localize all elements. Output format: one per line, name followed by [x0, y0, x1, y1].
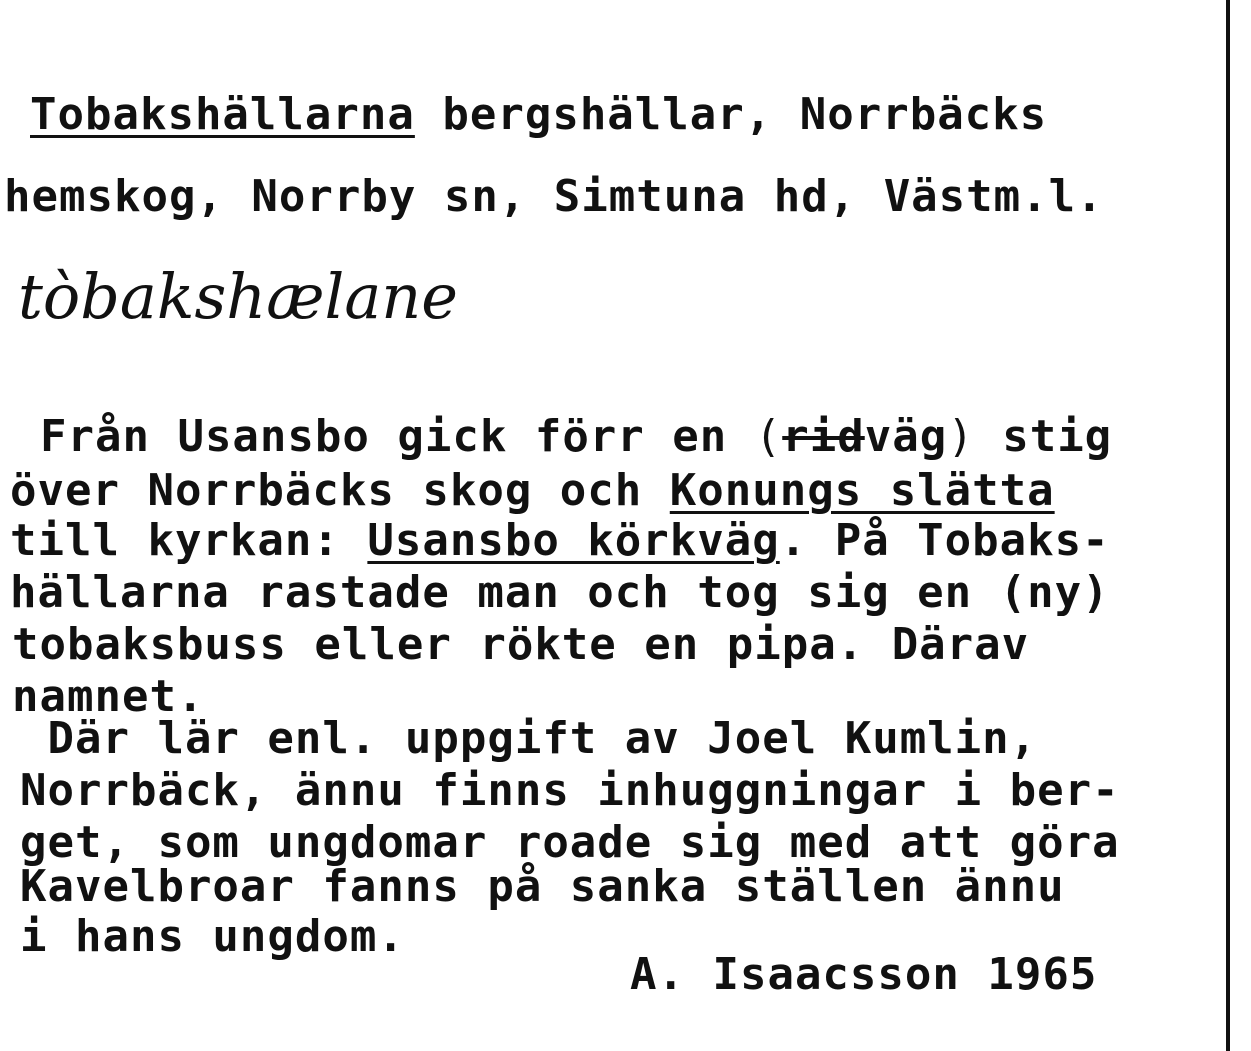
body-line-1-word: väg [864, 411, 948, 462]
body-line-6: namnet. [12, 671, 205, 722]
handwritten-pronunciation: tòbakshælane [18, 260, 458, 333]
header-line-1-rest: bergshällar, Norrbäcks [414, 89, 1048, 140]
paren-close: ) [947, 411, 975, 462]
body-line-3 [10, 516, 1110, 566]
body-line-8: Norrbäck, ännu finns inhuggningar i ber- [20, 765, 1120, 816]
header-line-2: hemskog, Norrby sn, Simtuna hd, Västm.l. [4, 171, 1104, 222]
body-line-2 [10, 466, 1055, 516]
body-line-1 [40, 412, 1112, 462]
signature: A. Isaacsson 1965 [630, 949, 1098, 1000]
body-line-9: get, som ungdomar roade sig med att göra [20, 817, 1120, 868]
body-line-3-start: till kyrkan: [10, 515, 368, 566]
place-name: Tobakshällarna [30, 89, 415, 140]
body-line-7: Där lär enl. uppgift av Joel Kumlin, [20, 713, 1038, 764]
card-right-edge [1226, 0, 1230, 1051]
paren-open: ( [754, 411, 783, 462]
body-line-5: tobaksbuss eller rökte en pipa. Därav [12, 619, 1030, 670]
header-line-1 [30, 90, 1047, 140]
usansbo-korkvag: Usansbo körkväg [367, 515, 780, 566]
body-line-2-start: över Norrbäcks skog och [10, 465, 670, 516]
body-line-1-end: stig [974, 411, 1113, 462]
body-line-1-start: Från Usansbo gick förr en [40, 411, 755, 462]
konungs-slatta: Konungs slätta [669, 465, 1055, 516]
body-line-3-end: . På Tobaks- [779, 515, 1110, 566]
body-line-10: Kavelbroar fanns på sanka ställen ännu [20, 861, 1065, 912]
body-line-11: i hans ungdom. [20, 911, 405, 962]
body-line-4: hällarna rastade man och tog sig en (ny) [10, 567, 1110, 618]
struck-word: rid [782, 411, 865, 462]
